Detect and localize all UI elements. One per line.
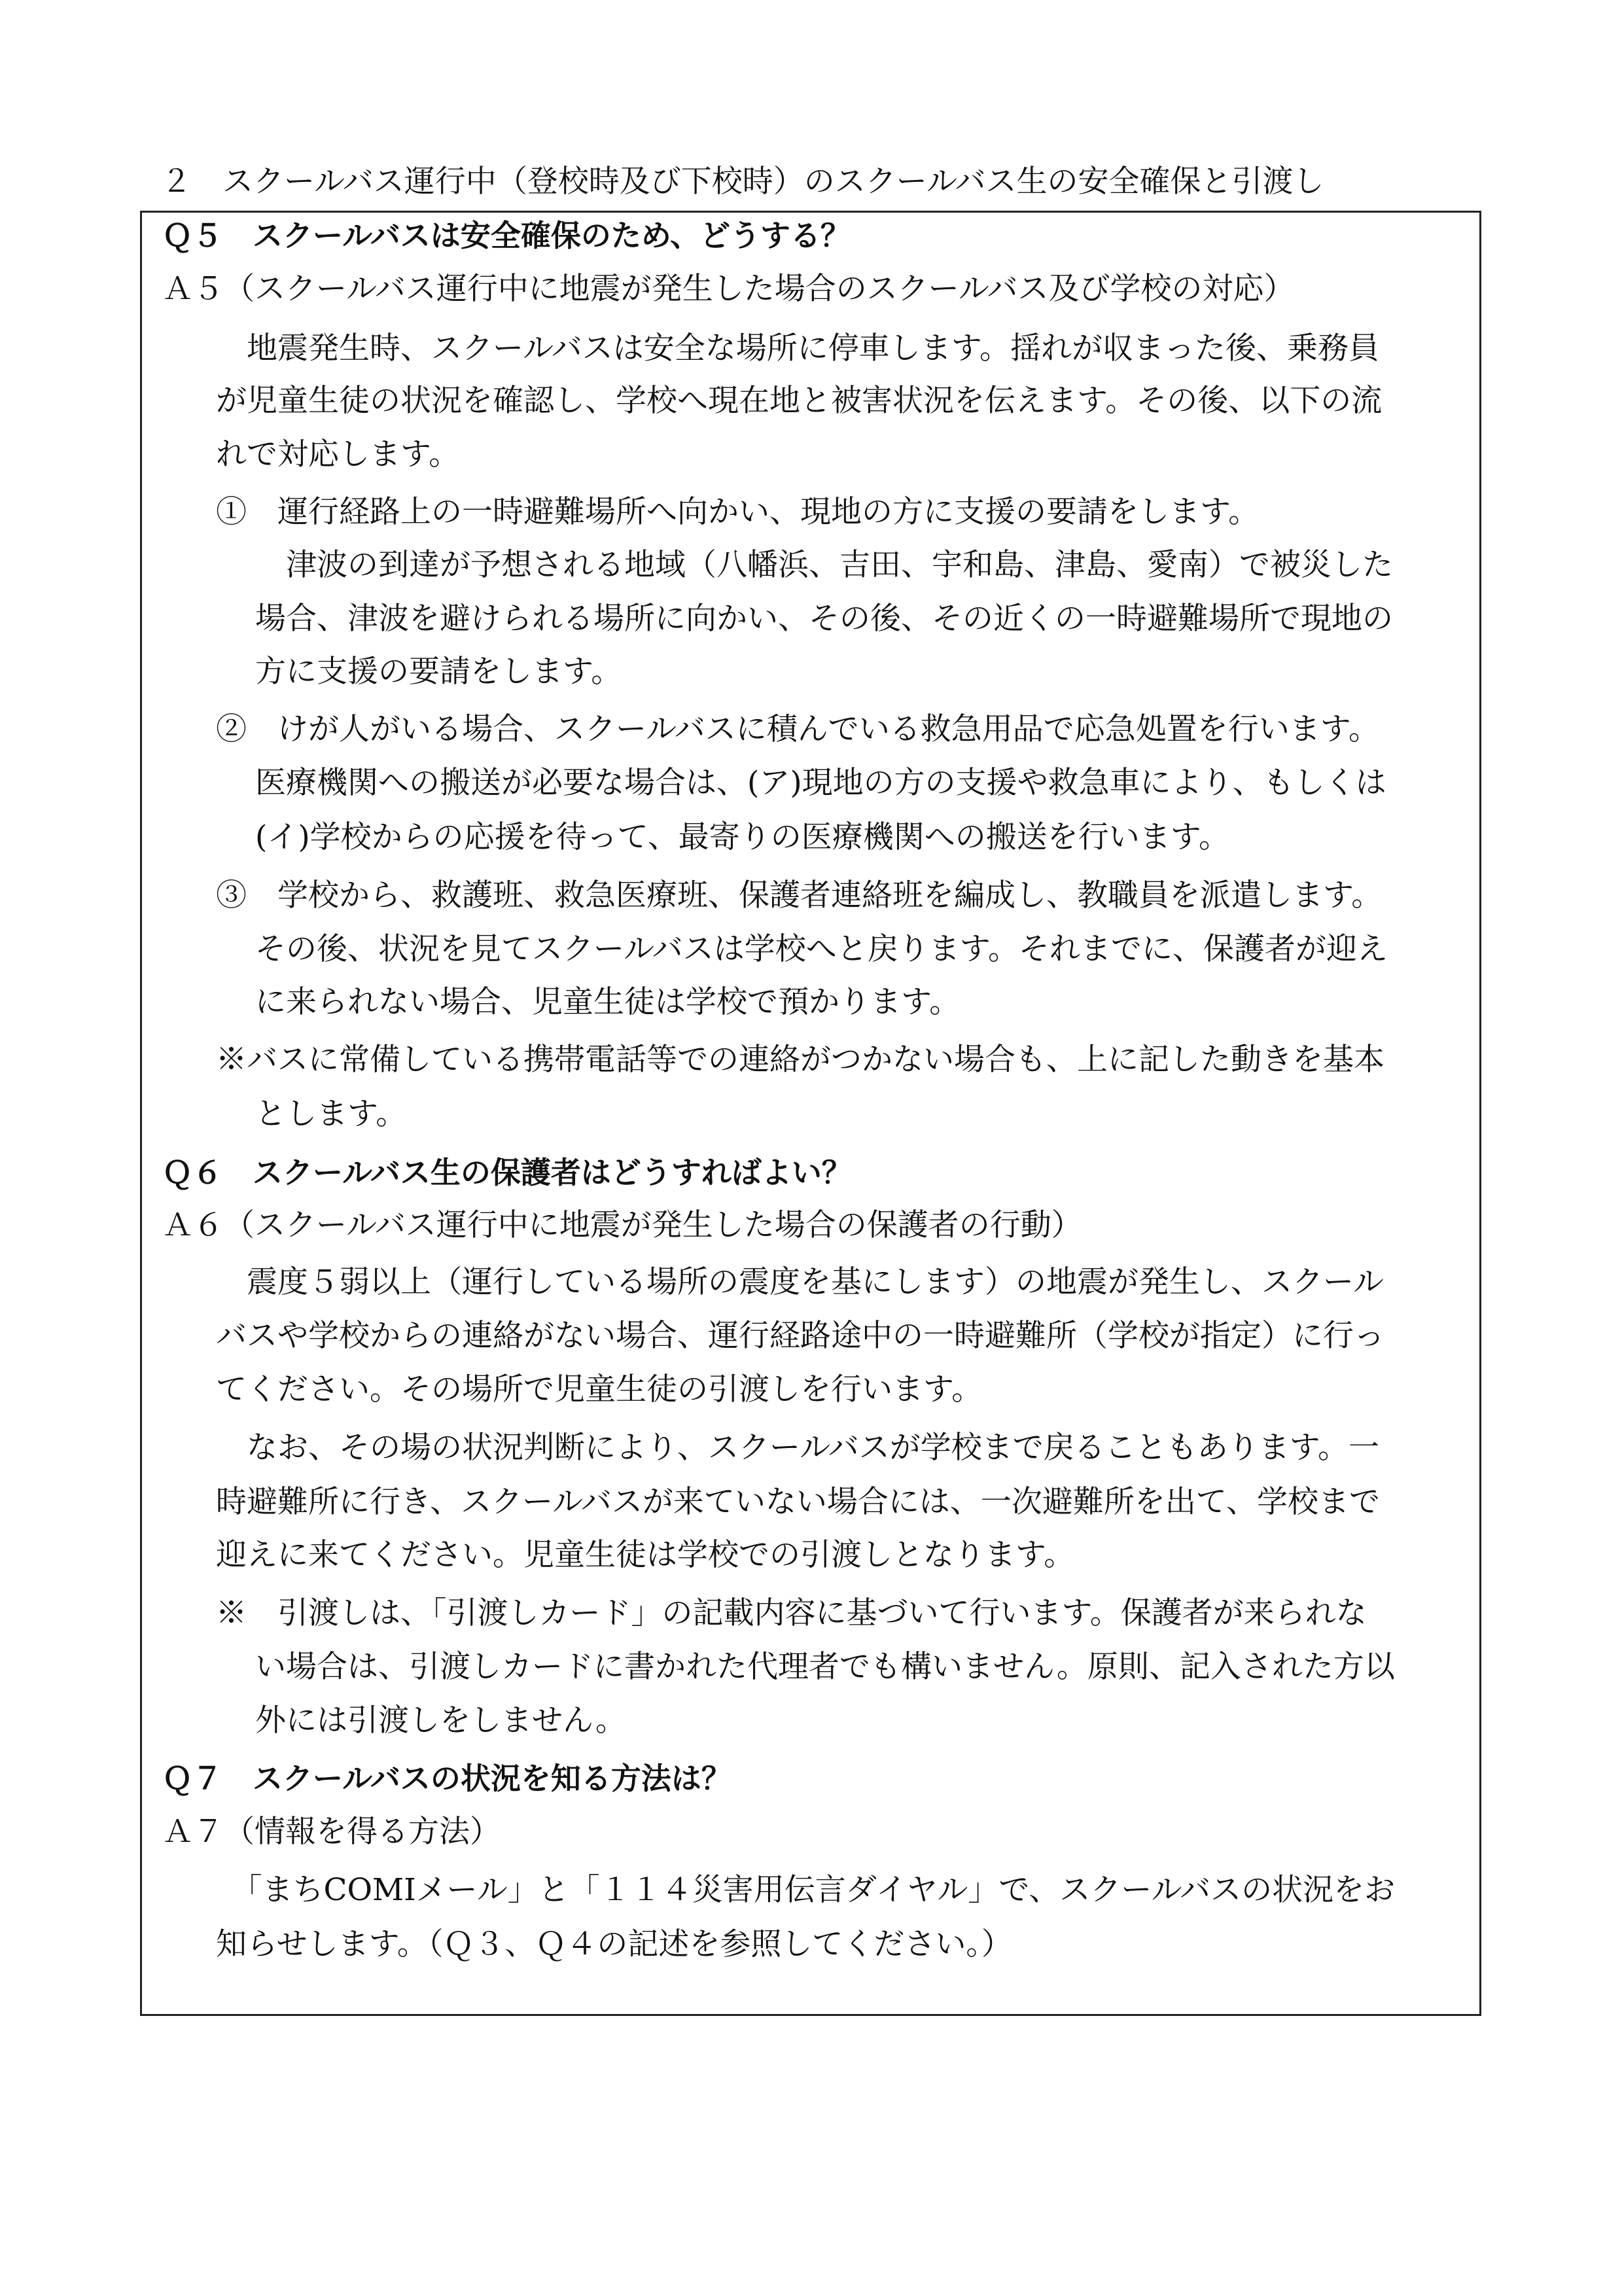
a6-para1-line3: てください。その場所で児童生徒の引渡しを行います。: [216, 1371, 983, 1407]
a6-heading: Ａ６（スクールバス運行中に地震が発生した場合の保護者の行動）: [162, 1207, 1082, 1243]
q5-question: Ｑ５ スクールバスは安全確保のため、どうする？: [162, 218, 851, 253]
a5-item1: ① 運行経路上の一時避難場所へ向かい、現地の方に支援の要請をします。: [216, 494, 1260, 530]
a6-para1-line1: 震度５弱以上（運行している場所の震度を基にします）の地震が発生し、スクール: [216, 1264, 1384, 1300]
a5-para1-line1: 地震発生時、スクールバスは安全な場所に停車します。揺れが収まった後、乗務員: [216, 330, 1380, 366]
a6-note-cont-line2: 外には引渡しをしません。: [255, 1703, 626, 1739]
a6-para2-line2: 時避難所に行き、スクールバスが来ていない場合には、一次避難所を出て、学校まで: [216, 1484, 1380, 1520]
a6-para1-line2: バスや学校からの連絡がない場合、運行経路途中の一時避難所（学校が指定）に行っ: [216, 1318, 1384, 1354]
a5-item3-note-line1: その後、状況を見てスクールバスは学校へと戻ります。それまでに、保護者が迎え: [255, 931, 1388, 967]
q6-question: Ｑ６ スクールバス生の保護者はどうすればよい？: [162, 1155, 852, 1190]
a7-para1-line2: 知らせします。（Ｑ３、Ｑ４の記述を参照してください。）: [216, 1926, 1012, 1962]
a5-para1-line3: れで対応します。: [216, 436, 460, 472]
q7-question: Ｑ７ スクールバスの状況を知る方法は？: [162, 1761, 732, 1796]
a5-item1-note-line1: 津波の到達が予想される地域（八幡浜、吉田、宇和島、津島、愛南）で被災した: [255, 547, 1393, 583]
a7-para1-line1: 「まちCOMIメール」と「１１４災害用伝言ダイヤル」で、スクールバスの状況をお: [216, 1872, 1396, 1908]
a5-note-cont: とします。: [255, 1096, 407, 1132]
section-title: ２ スクールバス運行中（登校時及び下校時）のスクールバス生の安全確保と引渡し: [161, 164, 1324, 200]
a5-item2: ② けが人がいる場合、スクールバスに積んでいる救急用品で応急処置を行います。: [216, 711, 1380, 747]
a5-item2-note-line1: 医療機関への搬送が必要な場合は、(ア)現地の方の支援や救急車により、もしくは: [255, 765, 1386, 801]
a6-note: ※ 引渡しは、「引渡しカード」の記載内容に基づいて行います。保護者が来られな: [216, 1595, 1367, 1631]
a5-para1-line2: が児童生徒の状況を確認し、学校へ現在地と被害状況を伝えます。その後、以下の流: [216, 383, 1383, 419]
a5-item1-note-line2: 場合、津波を避けられる場所に向かい、その後、その近くの一時避難場所で現地の: [255, 601, 1393, 637]
a6-para2-line1: なお、その場の状況判断により、スクールバスが学校まで戻ることもあります。一: [216, 1430, 1380, 1466]
a6-note-cont-line1: い場合は、引渡しカードに書かれた代理者でも構いません。原則、記入された方以: [255, 1649, 1395, 1685]
a5-item2-note-line2: (イ)学校からの応援を待って、最寄りの医療機関への搬送を行います。: [255, 819, 1229, 855]
a5-item3: ③ 学校から、救護班、救急医療班、保護者連絡班を編成し、教職員を派遣します。: [216, 877, 1383, 913]
a5-heading: Ａ５（スクールバス運行中に地震が発生した場合のスクールバス及び学校の対応）: [162, 271, 1295, 307]
a5-note: ※バスに常備している携帯電話等での連絡がつかない場合も、上に記した動きを基本: [216, 1042, 1384, 1078]
a7-heading: Ａ７（情報を得る方法）: [162, 1814, 501, 1850]
a6-para2-line3: 迎えに来てください。児童生徒は学校での引渡しとなります。: [216, 1537, 1075, 1573]
a5-item3-note-line2: に来られない場合、児童生徒は学校で預かります。: [255, 984, 961, 1020]
a5-item1-note-line3: 方に支援の要請をします。: [255, 654, 622, 690]
